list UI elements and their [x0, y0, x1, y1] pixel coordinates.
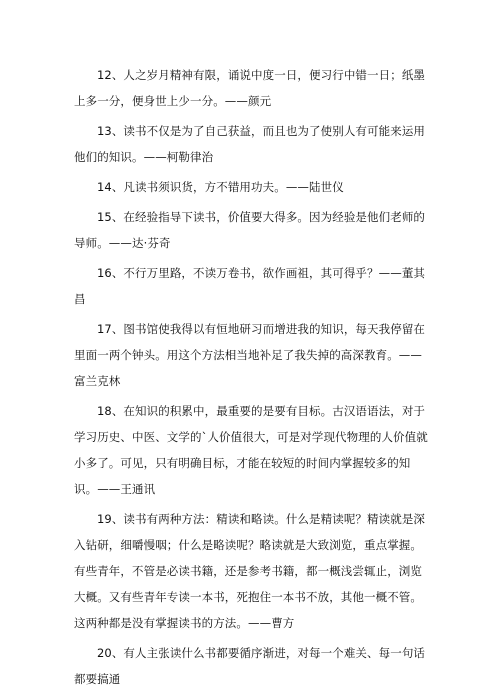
quote-paragraph: 19、读书有两种方法：精读和略读。什么是精读呢？精读就是深入钻研，细嚼慢咽；什么是略读呢？略读就是大致浏览，重点掌握。有些青年，不管是必读书籍，还是参考书籍，都一概浅尝辄止，浏览大概。又有些青年专读一本书，死抱住一本书不放，其他一概不管。这两种都是没有掌握读书的方法。——曹方: [74, 512, 426, 630]
quote-paragraph: 20、有人主张读什么书都要循序渐进，对每一个难关、每一句话都要搞通: [74, 646, 426, 686]
quote-paragraph: 14、凡读书须识货，方不错用功夫。——陆世仪: [97, 180, 344, 194]
quote-paragraph: 18、在知识的积累中，最重要的是要有目标。古汉语语法，对于学习历史、中医、文学的`人价值很大，可是对学现代物理的人价值就小多了。可见，只有明确目标，才能在较短的时间内掌握较多的知识。——王通讯: [74, 404, 428, 496]
quote-paragraph: 13、读书不仅是为了自己获益，而且也为了使别人有可能来运用他们的知识。——柯勒律治: [74, 124, 426, 164]
quote-paragraph: 16、不行万里路，不读万卷书，欲作画祖，其可得乎？——董其昌: [74, 266, 426, 306]
quote-paragraph: 15、在经验指导下读书，价值要大得多。因为经验是他们老师的导师。——达·芬奇: [74, 210, 426, 250]
quote-paragraph: 12、人之岁月精神有限，诵说中度一日，便习行中错一日；纸墨上多一分，便身世上少一分。——颜元: [74, 68, 426, 108]
quote-paragraph: 17、图书馆使我得以有恒地研习而增进我的知识，每天我停留在里面一两个钟头。用这个方法相当地补足了我失掉的高深教育。——富兰克林: [74, 322, 426, 388]
document-body: [74, 62, 428, 696]
